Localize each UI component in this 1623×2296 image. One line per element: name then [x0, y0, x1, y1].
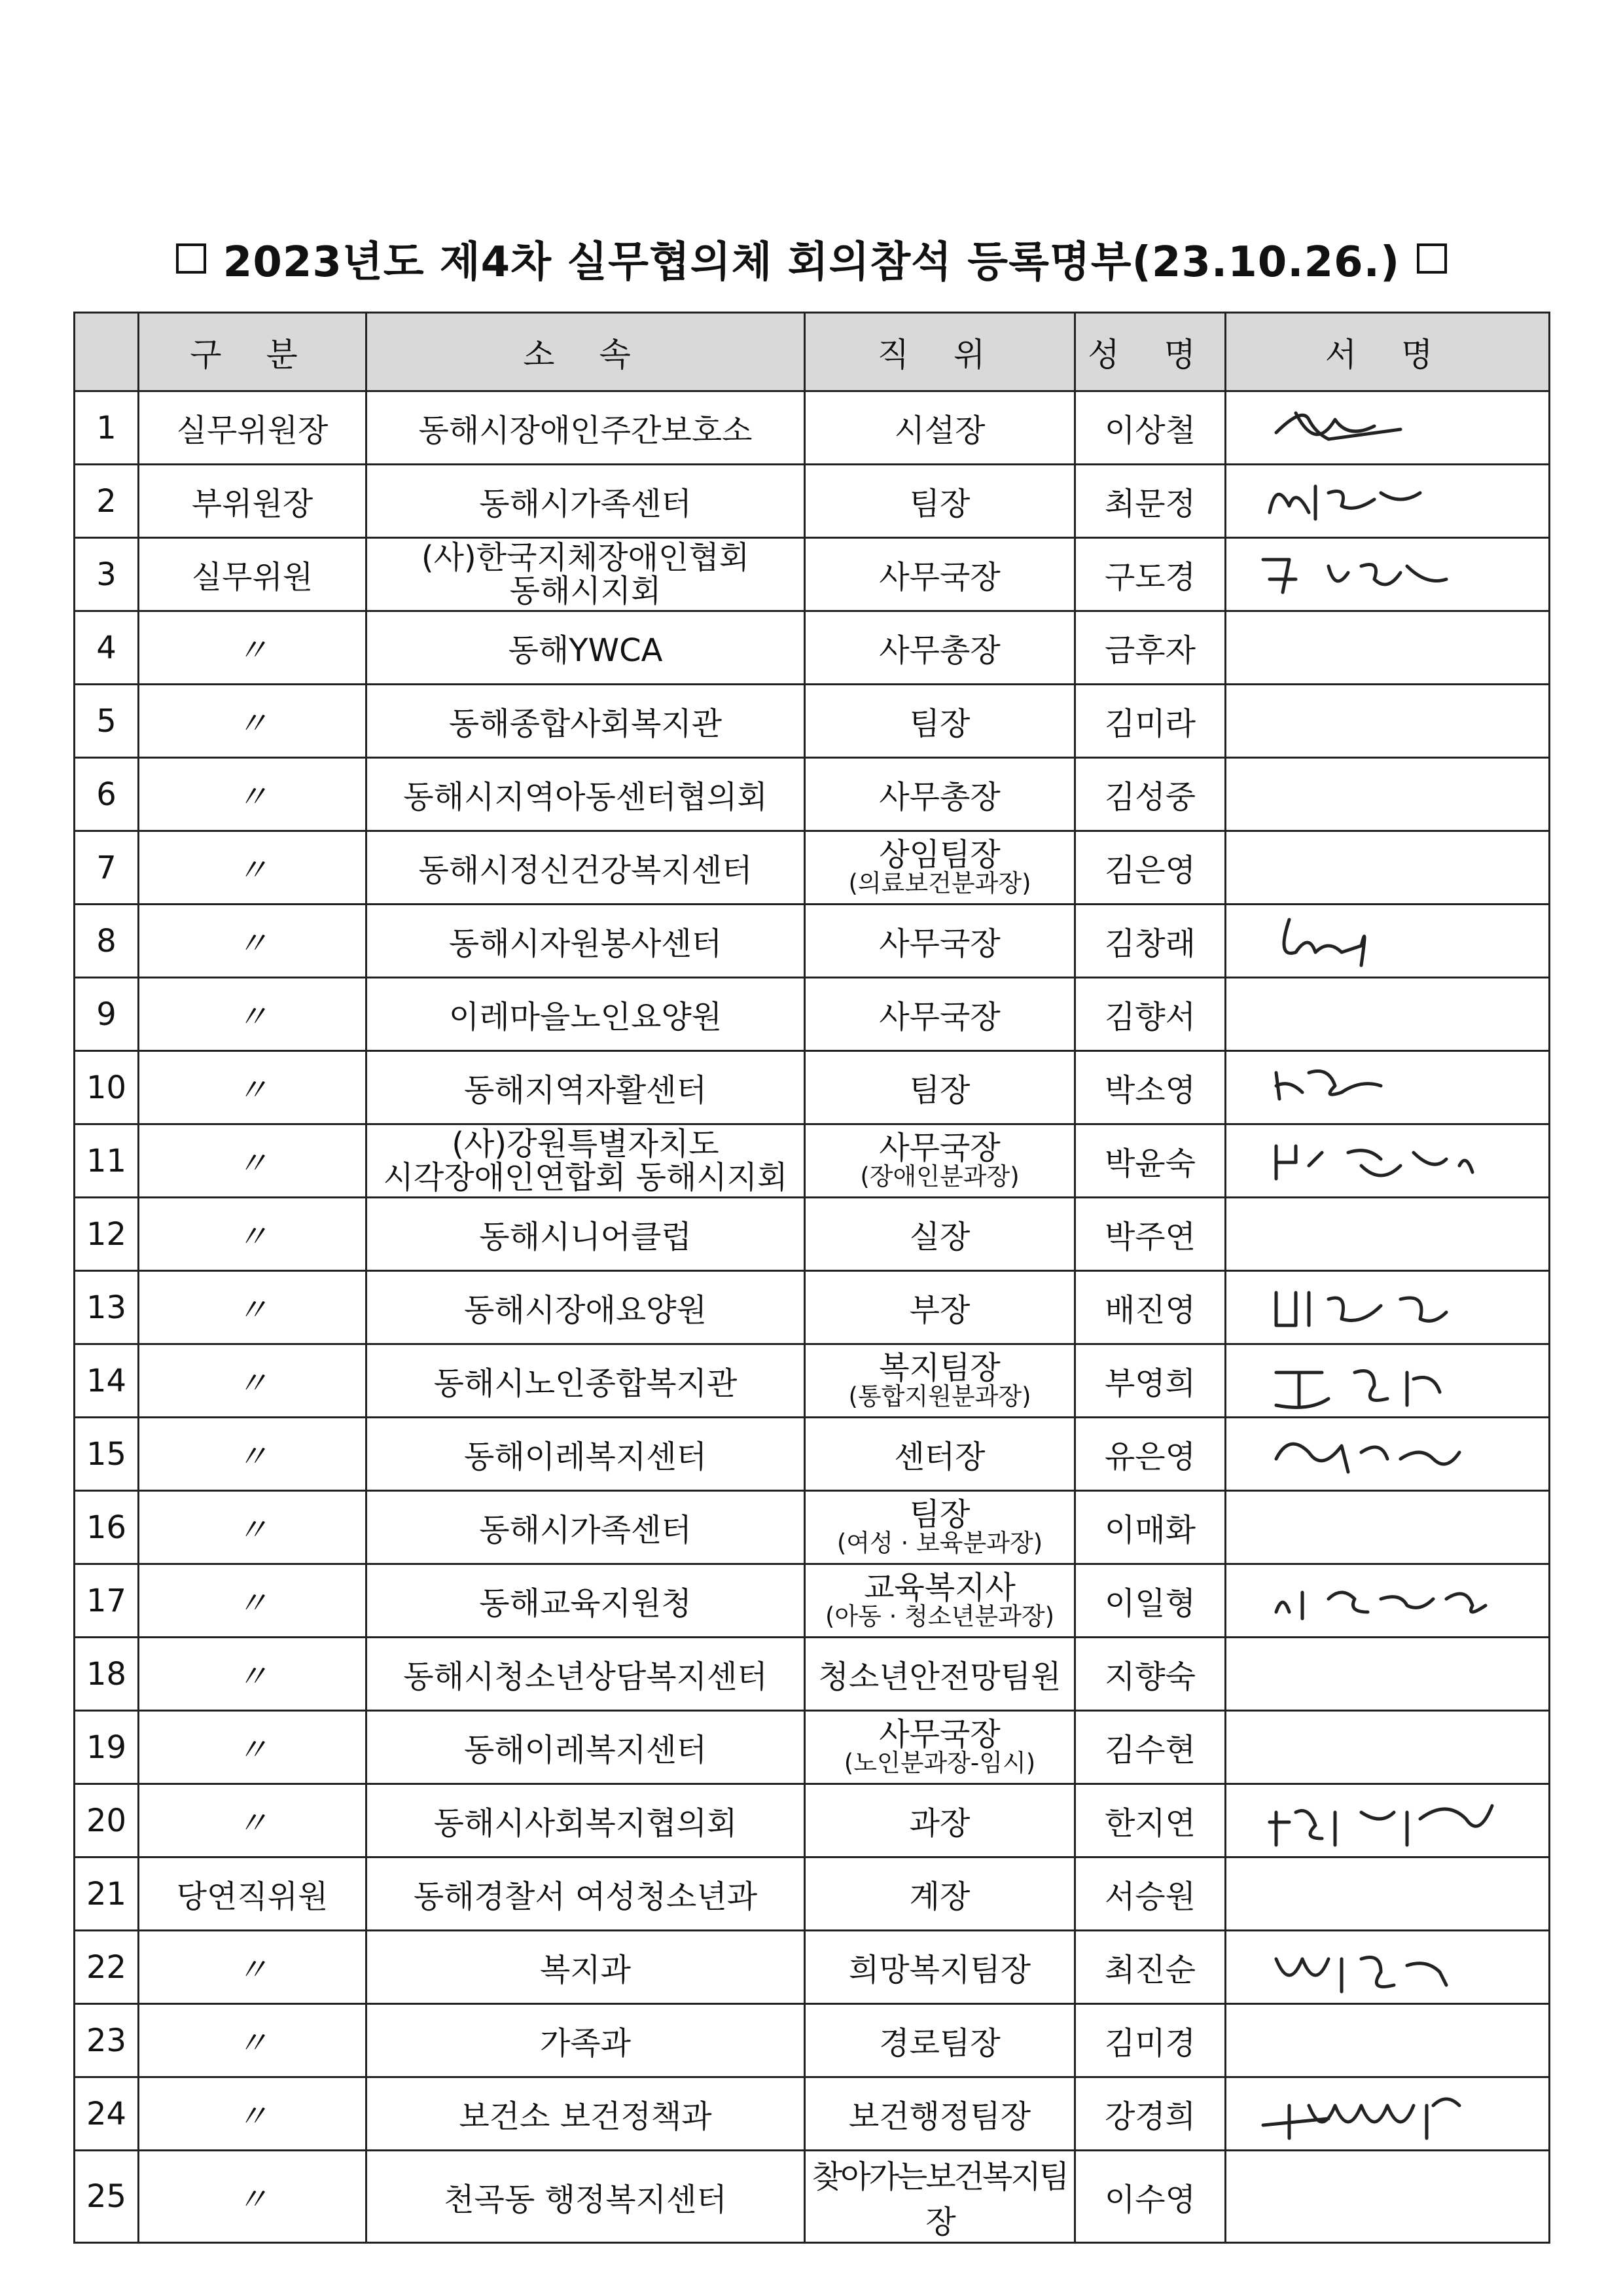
row-signature: [1226, 685, 1550, 758]
row-position: 시설장: [805, 391, 1075, 465]
row-name: 금후자: [1075, 611, 1226, 685]
row-number: 16: [75, 1491, 139, 1564]
row-signature: [1226, 1564, 1550, 1638]
row-name: 김창래: [1075, 905, 1226, 978]
signature-icon: [1250, 1053, 1525, 1122]
row-name: 김수현: [1075, 1711, 1226, 1784]
checkbox-left-icon: [176, 243, 206, 274]
row-number: 18: [75, 1638, 139, 1711]
row-position: 사무국장: [805, 538, 1075, 611]
row-signature: [1226, 1198, 1550, 1271]
signature-icon: [1250, 2079, 1525, 2148]
row-number: 12: [75, 1198, 139, 1271]
row-position: 사무총장: [805, 758, 1075, 831]
row-signature: [1226, 758, 1550, 831]
table-row: [75, 905, 1550, 978]
table-row: [75, 1271, 1550, 1344]
table-row: [75, 538, 1550, 611]
row-signature: [1226, 391, 1550, 465]
row-org: 동해시사회복지협의회: [366, 1784, 805, 1857]
table-row: [75, 978, 1550, 1051]
row-signature: [1226, 1638, 1550, 1711]
row-org: 동해이레복지센터: [366, 1418, 805, 1491]
position-main: 상임팀장: [879, 836, 1001, 873]
row-signature: [1226, 2004, 1550, 2077]
row-name: 김미라: [1075, 685, 1226, 758]
row-number: 8: [75, 905, 139, 978]
signature-icon: [1250, 467, 1525, 535]
row-number: 23: [75, 2004, 139, 2077]
row-name: 김성중: [1075, 758, 1226, 831]
signature-icon: [1250, 906, 1525, 975]
row-category: 〃: [139, 978, 366, 1051]
header-no: [75, 313, 139, 391]
row-name: 이수영: [1075, 2151, 1226, 2243]
header-org: 소 속: [366, 313, 805, 391]
row-number: 2: [75, 465, 139, 538]
page-title: [98, 223, 1525, 295]
row-name: 부영희: [1075, 1344, 1226, 1418]
header-row: [75, 313, 1550, 391]
row-category: 〃: [139, 1784, 366, 1857]
row-position: [805, 831, 1075, 905]
row-number: 4: [75, 611, 139, 685]
table-row: [75, 1638, 1550, 1711]
row-signature: [1226, 465, 1550, 538]
signature-icon: [1250, 1126, 1525, 1195]
row-org: 동해시자원봉사센터: [366, 905, 805, 978]
org-line-2: 동해시지회: [509, 572, 662, 609]
row-position: 청소년안전망팀원: [805, 1638, 1075, 1711]
row-position: [805, 1491, 1075, 1564]
row-signature: [1226, 831, 1550, 905]
row-position: 경로팀장: [805, 2004, 1075, 2077]
row-signature: [1226, 1857, 1550, 1931]
position-sub: (통합지원분과장): [848, 1382, 1031, 1411]
signature-icon: [1250, 540, 1525, 609]
row-position: [805, 1564, 1075, 1638]
org-line-1: (사)강원특별자치도: [452, 1126, 719, 1163]
row-number: 14: [75, 1344, 139, 1418]
table-row: [75, 1784, 1550, 1857]
signature-icon: [1250, 1566, 1525, 1635]
row-number: 21: [75, 1857, 139, 1931]
row-name: 박소영: [1075, 1051, 1226, 1124]
row-org: 가족과: [366, 2004, 805, 2077]
row-signature: [1226, 1344, 1550, 1418]
header-sign: 서 명: [1226, 313, 1550, 391]
table-row: [75, 1491, 1550, 1564]
row-number: 24: [75, 2077, 139, 2151]
row-number: 5: [75, 685, 139, 758]
row-position: 사무국장: [805, 905, 1075, 978]
position-sub: (의료보건분과장): [848, 869, 1031, 898]
row-org: 동해시청소년상담복지센터: [366, 1638, 805, 1711]
row-org: 동해시장애요양원: [366, 1271, 805, 1344]
row-position: 팀장: [805, 1051, 1075, 1124]
signature-icon: [1250, 1346, 1525, 1415]
row-org: 동해YWCA: [366, 611, 805, 685]
position-sub: (장애인분과장): [860, 1162, 1020, 1191]
table-row: [75, 1711, 1550, 1784]
table-row: [75, 465, 1550, 538]
row-position: 실장: [805, 1198, 1075, 1271]
table-row: [75, 2151, 1550, 2243]
table-row: [75, 1418, 1550, 1491]
row-signature: [1226, 1931, 1550, 2004]
row-category: 〃: [139, 2151, 366, 2243]
row-name: 지향숙: [1075, 1638, 1226, 1711]
table-row: [75, 2004, 1550, 2077]
table-row: [75, 1051, 1550, 1124]
row-position: 희망복지팀장: [805, 1931, 1075, 2004]
row-signature: [1226, 1271, 1550, 1344]
position-sub: (여성 · 보육분과장): [836, 1529, 1043, 1558]
row-name: 김은영: [1075, 831, 1226, 905]
row-number: 13: [75, 1271, 139, 1344]
header-category: 구 분: [139, 313, 366, 391]
row-org: 천곡동 행정복지센터: [366, 2151, 805, 2243]
position-main: 복지팀장: [879, 1349, 1001, 1386]
row-name: 최문정: [1075, 465, 1226, 538]
row-name: 박윤숙: [1075, 1124, 1226, 1198]
table-row: [75, 1931, 1550, 2004]
table-row: [75, 685, 1550, 758]
row-org: 동해종합사회복지관: [366, 685, 805, 758]
row-org: 동해시가족센터: [366, 1491, 805, 1564]
row-category: 부위원장: [139, 465, 366, 538]
position-sub: (아동 · 청소년분과장): [825, 1602, 1055, 1631]
row-signature: [1226, 1491, 1550, 1564]
row-org: 동해경찰서 여성청소년과: [366, 1857, 805, 1931]
row-number: 1: [75, 391, 139, 465]
row-org: 동해시장애인주간보호소: [366, 391, 805, 465]
row-category: 〃: [139, 611, 366, 685]
row-name: 박주연: [1075, 1198, 1226, 1271]
org-line-2: 시각장애인연합회 동해시지회: [383, 1158, 788, 1196]
signature-icon: [1250, 1420, 1525, 1488]
checkbox-right-icon: [1417, 243, 1447, 274]
table-row: [75, 1124, 1550, 1198]
row-signature: [1226, 1784, 1550, 1857]
row-category: 〃: [139, 1051, 366, 1124]
row-category: 〃: [139, 2004, 366, 2077]
row-org: 동해이레복지센터: [366, 1711, 805, 1784]
table-row: [75, 831, 1550, 905]
row-number: 15: [75, 1418, 139, 1491]
table-row: [75, 1857, 1550, 1931]
row-category: 〃: [139, 1418, 366, 1491]
row-number: 19: [75, 1711, 139, 1784]
table-row: [75, 1344, 1550, 1418]
row-category: 당연직위원: [139, 1857, 366, 1931]
row-category: 〃: [139, 1124, 366, 1198]
row-org: 동해지역자활센터: [366, 1051, 805, 1124]
signature-icon: [1250, 1786, 1525, 1855]
row-name: 김향서: [1075, 978, 1226, 1051]
row-org: [366, 538, 805, 611]
row-position: 팀장: [805, 465, 1075, 538]
row-signature: [1226, 611, 1550, 685]
row-position: 사무국장: [805, 978, 1075, 1051]
row-org: 동해시가족센터: [366, 465, 805, 538]
row-number: 7: [75, 831, 139, 905]
position-main: 교육복지사: [864, 1569, 1016, 1606]
row-signature: [1226, 1711, 1550, 1784]
row-number: 20: [75, 1784, 139, 1857]
row-number: 9: [75, 978, 139, 1051]
table-row: [75, 611, 1550, 685]
row-name: 이일형: [1075, 1564, 1226, 1638]
row-number: 6: [75, 758, 139, 831]
signature-icon: [1250, 393, 1525, 462]
signature-icon: [1250, 1273, 1525, 1342]
row-position: 과장: [805, 1784, 1075, 1857]
row-category: 〃: [139, 1271, 366, 1344]
row-org: 동해시노인종합복지관: [366, 1344, 805, 1418]
table-row: [75, 391, 1550, 465]
position-main: 사무국장: [879, 1715, 1001, 1753]
row-org: 동해교육지원청: [366, 1564, 805, 1638]
row-category: 〃: [139, 1638, 366, 1711]
row-org: 복지과: [366, 1931, 805, 2004]
row-name: 구도경: [1075, 538, 1226, 611]
row-position: 계장: [805, 1857, 1075, 1931]
row-position: [805, 1124, 1075, 1198]
row-position: [805, 1344, 1075, 1418]
row-org: 동해시니어클럽: [366, 1198, 805, 1271]
row-org: 동해시지역아동센터협의회: [366, 758, 805, 831]
row-name: 강경희: [1075, 2077, 1226, 2151]
table-row: [75, 1564, 1550, 1638]
row-category: 실무위원: [139, 538, 366, 611]
row-position: 사무총장: [805, 611, 1075, 685]
row-signature: [1226, 2077, 1550, 2151]
row-org: 보건소 보건정책과: [366, 2077, 805, 2151]
row-number: 22: [75, 1931, 139, 2004]
table-row: [75, 2077, 1550, 2151]
registration-table: [73, 312, 1550, 2244]
row-category: 〃: [139, 2077, 366, 2151]
row-position: [805, 1711, 1075, 1784]
row-org: [366, 1124, 805, 1198]
row-category: 〃: [139, 1491, 366, 1564]
position-main: 팀장: [909, 1496, 971, 1533]
row-category: 〃: [139, 758, 366, 831]
row-name: 이매화: [1075, 1491, 1226, 1564]
row-number: 3: [75, 538, 139, 611]
row-name: 김미경: [1075, 2004, 1226, 2077]
row-signature: [1226, 1124, 1550, 1198]
header-name: 성 명: [1075, 313, 1226, 391]
row-signature: [1226, 978, 1550, 1051]
row-category: 〃: [139, 1711, 366, 1784]
row-signature: [1226, 2151, 1550, 2243]
row-category: 〃: [139, 1931, 366, 2004]
row-number: 25: [75, 2151, 139, 2243]
row-signature: [1226, 1051, 1550, 1124]
row-position: 센터장: [805, 1418, 1075, 1491]
row-category: 〃: [139, 831, 366, 905]
row-category: 〃: [139, 1564, 366, 1638]
row-org: 동해시정신건강복지센터: [366, 831, 805, 905]
table-row: [75, 1198, 1550, 1271]
row-name: 서승원: [1075, 1857, 1226, 1931]
row-name: 유은영: [1075, 1418, 1226, 1491]
row-position: 보건행정팀장: [805, 2077, 1075, 2151]
row-category: 〃: [139, 1198, 366, 1271]
row-category: 〃: [139, 685, 366, 758]
row-name: 이상철: [1075, 391, 1226, 465]
table-row: [75, 758, 1550, 831]
row-position: 부장: [805, 1271, 1075, 1344]
org-line-1: (사)한국지체장애인협회: [421, 539, 750, 577]
row-position: 팀장: [805, 685, 1075, 758]
position-sub: (노인분과장-임시): [844, 1749, 1036, 1778]
row-number: 10: [75, 1051, 139, 1124]
row-signature: [1226, 1418, 1550, 1491]
title-text: 2023년도 제4차 실무협의체 회의참석 등록명부(23.10.26.): [223, 238, 1400, 287]
row-name: 배진영: [1075, 1271, 1226, 1344]
row-number: 17: [75, 1564, 139, 1638]
row-name: 한지연: [1075, 1784, 1226, 1857]
row-org: 이레마을노인요양원: [366, 978, 805, 1051]
row-signature: [1226, 538, 1550, 611]
row-category: 〃: [139, 1344, 366, 1418]
row-signature: [1226, 905, 1550, 978]
row-position: 찾아가는보건복지팀장: [805, 2151, 1075, 2243]
row-name: 최진순: [1075, 1931, 1226, 2004]
row-number: 11: [75, 1124, 139, 1198]
row-category: 실무위원장: [139, 391, 366, 465]
position-main: 사무국장: [879, 1129, 1001, 1166]
header-position: 직 위: [805, 313, 1075, 391]
row-category: 〃: [139, 905, 366, 978]
signature-icon: [1250, 1933, 1525, 2001]
